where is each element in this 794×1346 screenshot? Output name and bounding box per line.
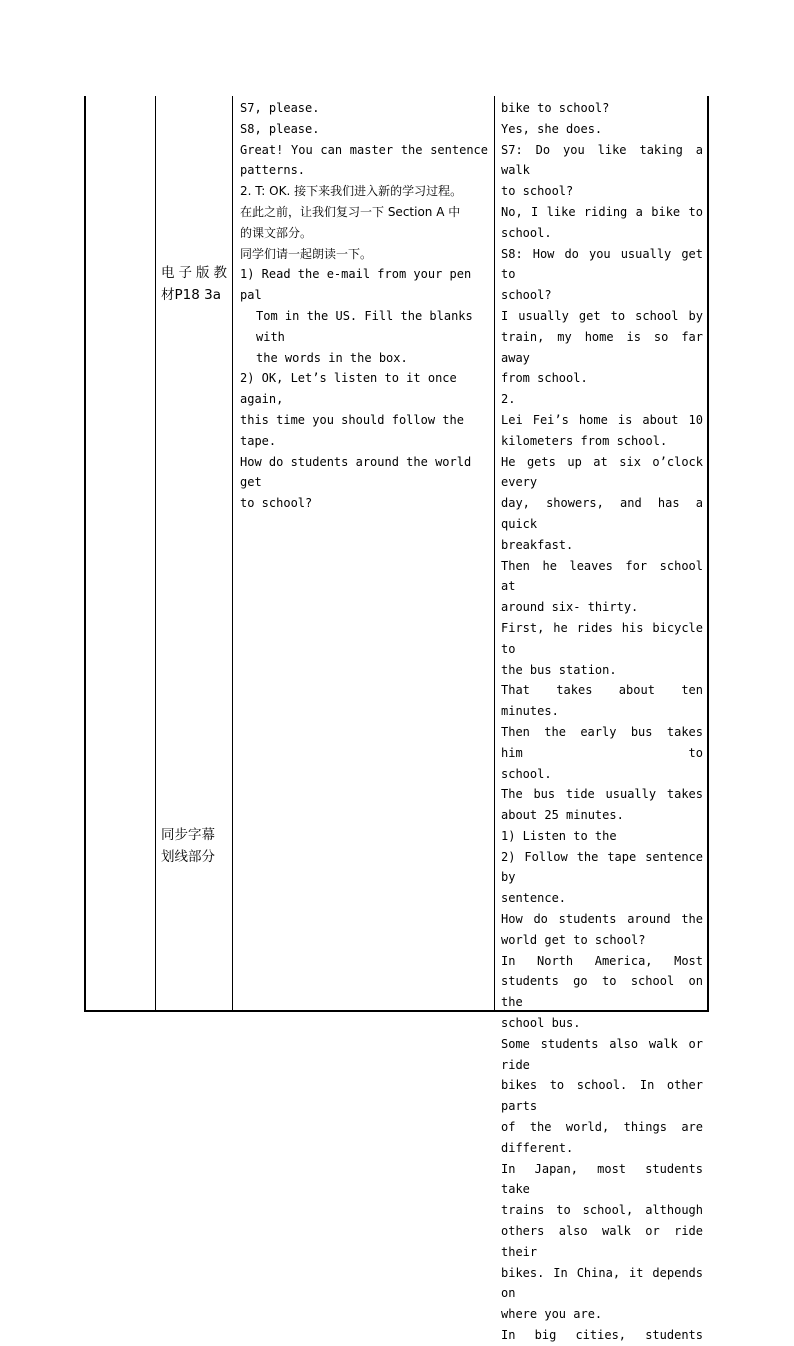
text-line: trains to school, although — [501, 1203, 703, 1218]
text-line: 2) OK, Let’s listen to it once again, — [240, 371, 457, 407]
text-line: The bus tide usually takes — [501, 787, 703, 802]
text-line: S8: How do you usually get to — [501, 246, 703, 282]
text-line: 的课文部分。 — [240, 225, 313, 240]
text-line: Great! You can master the sentence — [240, 142, 488, 157]
text-line: this time you should follow the tape. — [240, 412, 464, 448]
text-line: from school. — [501, 371, 588, 386]
table-border-right — [707, 96, 709, 1012]
student-activity-column — [501, 98, 703, 1346]
lesson-table — [84, 96, 708, 1343]
text-line: 材P18 3a — [161, 287, 221, 303]
text-line: In North America, Most — [501, 953, 703, 968]
text-line: 1) Listen to the — [501, 828, 617, 843]
table-border-left — [84, 96, 86, 1012]
text-line: train, my home is so far away — [501, 329, 703, 365]
text-line: sentence. — [501, 891, 567, 906]
resource-note-subtitles — [161, 824, 227, 868]
text-line: students go to school on the — [501, 974, 703, 1010]
text-line: That takes about ten minutes. — [501, 683, 703, 719]
text-line: Lei Fei’s home is about 10 — [501, 412, 703, 427]
text-line: 2. T: OK. 接下来我们进入新的学习过程。 — [240, 184, 463, 199]
teacher-activity-column — [240, 98, 488, 514]
text-line: the words in the box. — [256, 350, 408, 365]
text-line: to school? — [501, 184, 574, 199]
text-line: Then the early bus takes him to — [501, 724, 703, 760]
text-line: S8, please. — [240, 121, 320, 136]
text-line: How do students around the world get — [240, 454, 472, 490]
column-divider — [494, 96, 495, 1012]
text-line: Then he leaves for school at — [501, 558, 703, 594]
text-line: 同学们请一起朗读一下。 — [240, 246, 373, 261]
resource-note-textbook — [161, 262, 227, 306]
text-line: day, showers, and has a quick — [501, 496, 703, 531]
text-line: 在此之前，让我们复习一下 Section A 中 — [240, 204, 461, 219]
text-line: 电子版教 — [161, 265, 227, 281]
text-line: 划线部分 — [161, 849, 215, 865]
text-line: school. — [501, 766, 552, 781]
text-line: of the world, things are — [501, 1120, 703, 1135]
text-line: 1) Read the e-mail from your pen pal — [240, 267, 472, 303]
text-line: 2) Follow the tape sentence by — [501, 849, 703, 885]
text-line: to school? — [240, 496, 313, 511]
text-line: First, he rides his bicycle to — [501, 620, 703, 656]
text-line: 同步字幕 — [161, 827, 215, 843]
text-line: How do students around the — [501, 912, 703, 927]
text-line: the bus station. — [501, 662, 617, 677]
text-line: He gets up at six o’clock every — [501, 454, 703, 490]
text-line: breakfast. — [501, 537, 574, 552]
text-line: around six- thirty. — [501, 600, 639, 615]
text-line: S7, please. — [240, 101, 320, 115]
text-line: Yes, she does. — [501, 121, 603, 136]
text-line: school. — [501, 225, 552, 240]
text-line: I usually get to school by — [501, 308, 703, 323]
text-line: where you are. — [501, 1307, 603, 1322]
text-line: bikes. In China, it depends on — [501, 1265, 703, 1301]
text-line: about 25 minutes. — [501, 808, 624, 823]
text-line: others also walk or ride their — [501, 1224, 703, 1259]
text-line: In big cities, students — [501, 1328, 703, 1343]
text-line: Tom in the US. Fill the blanks with — [256, 308, 473, 344]
text-line: In Japan, most students take — [501, 1161, 703, 1197]
text-line: No, I like riding a bike to — [501, 204, 703, 219]
text-line: Some students also walk or ride — [501, 1036, 703, 1072]
text-line: different. — [501, 1140, 574, 1155]
text-line: bike to school? — [501, 101, 610, 115]
text-line: school bus. — [501, 1016, 581, 1031]
text-line: bikes to school. In other parts — [501, 1078, 703, 1114]
text-line: patterns. — [240, 163, 306, 178]
text-line: school? — [501, 288, 552, 303]
text-line: 2. — [501, 392, 516, 407]
text-line: world get to school? — [501, 932, 646, 947]
column-divider — [155, 96, 156, 1012]
text-line: S7: Do you like taking a walk — [501, 142, 703, 178]
column-divider — [232, 96, 233, 1012]
text-line: kilometers from school. — [501, 433, 668, 448]
